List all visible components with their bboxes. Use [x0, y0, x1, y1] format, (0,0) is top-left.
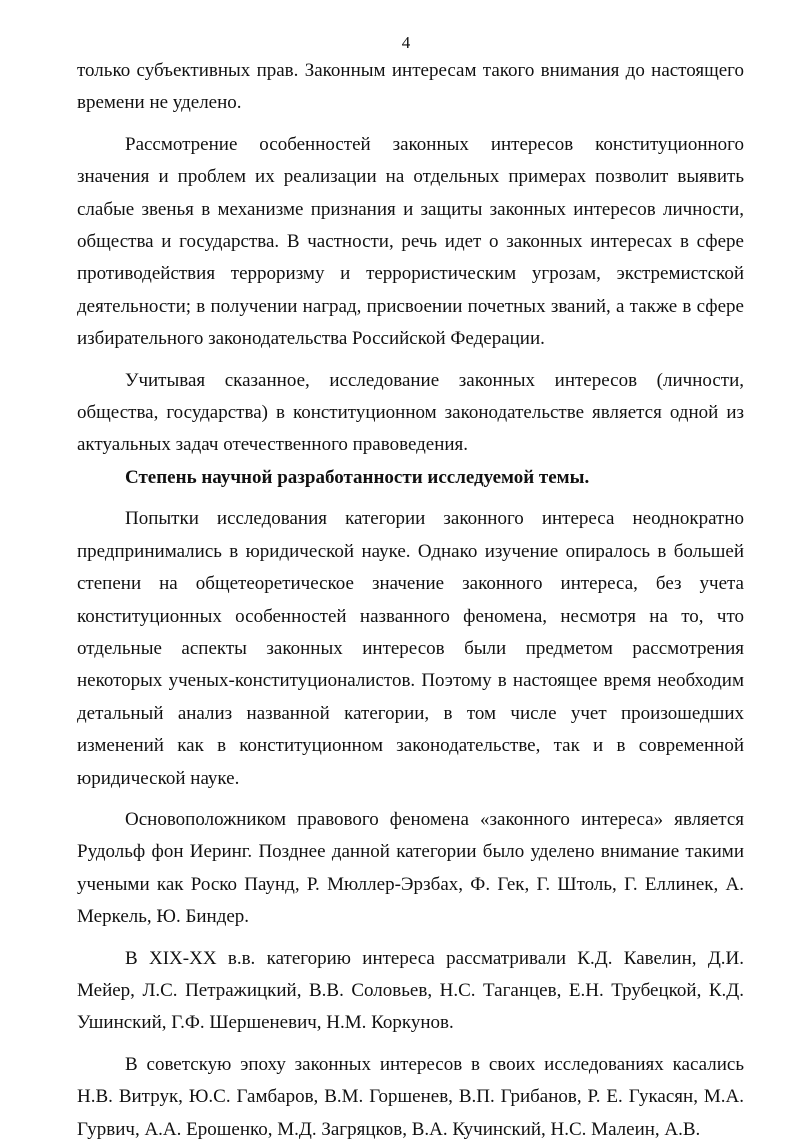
document-body — [77, 55, 744, 1146]
section-heading: Степень научной разработанности исследуемой темы. — [125, 466, 590, 488]
page-number: 4 — [401, 33, 411, 52]
paragraph-soviet-era: В советскую эпоху законных интересов в своих исследованиях касались Н.В. Витрук, Ю.С. Гамбаров, В.М. Горшенев, В.П. Грибанов, Р. Е. Гукасян, М.А. Гурвич, А.А. Ерошенко, М.Д. Загряцков, В.А. Кучинский, Н.С. Малеин, А.В. — [77, 1053, 744, 1140]
paragraph-research-attempts: Попытки исследования категории законного интереса неоднократно предпринимались в юридической науке. Однако изучение опиралось в большей степени на общетеоретическое значение законного интереса, без учета конституционных особенностей названного феномена, несмотря на то, что отдельные аспекты законных интересов были предметом рассмотрения некоторых ученых-конституционалистов. Поэтому в настоящее время необходим детальный анализ названной категории, в том числе учет произошедших изменений как в конституционном законодательстве, так и в современной юридической науке. — [77, 508, 744, 789]
paragraph-founder: Основоположником правового феномена «законного интереса» является Рудольф фон Иеринг. Позднее данной категории было уделено внимание такими учеными как Роско Паунд, Р. Мюллер-Эрзбах, Ф. Гек, Г. Штоль, Г. Еллинек, А. Меркель, Ю. Биндер. — [77, 808, 744, 928]
paragraph-xix-xx-century: В XIX-XX в.в. категорию интереса рассматривали К.Д. Кавелин, Д.И. Мейер, Л.С. Петражицкий, В.В. Соловьев, Н.С. Таганцев, Е.Н. Трубецкой, К.Д. Ушинский, Г.Ф. Шершеневич, Н.М. Коркунов. — [77, 947, 744, 1034]
paragraph-relevance: Рассмотрение особенностей законных интересов конституционного значения и проблем их реализации на отдельных примерах позволит выявить слабые звенья в механизме признания и защиты законных интересов личности, общества и государства. В частности, речь идет о законных интересах в сфере противодействия терроризму и террористическим угрозам, экстремистской деятельности; в получении наград, присвоении почетных званий, а также в сфере избирательного законодательства Российской Федерации. — [77, 133, 744, 350]
paragraph-continuation: только субъективных прав. Законным интересам такого внимания до настоящего времени не уделено. — [77, 60, 744, 114]
paragraph-conclusion: Учитывая сказанное, исследование законных интересов (личности, общества, государства) в конституционном законодательстве является одной из актуальных задач отечественного правоведения. — [77, 369, 744, 456]
